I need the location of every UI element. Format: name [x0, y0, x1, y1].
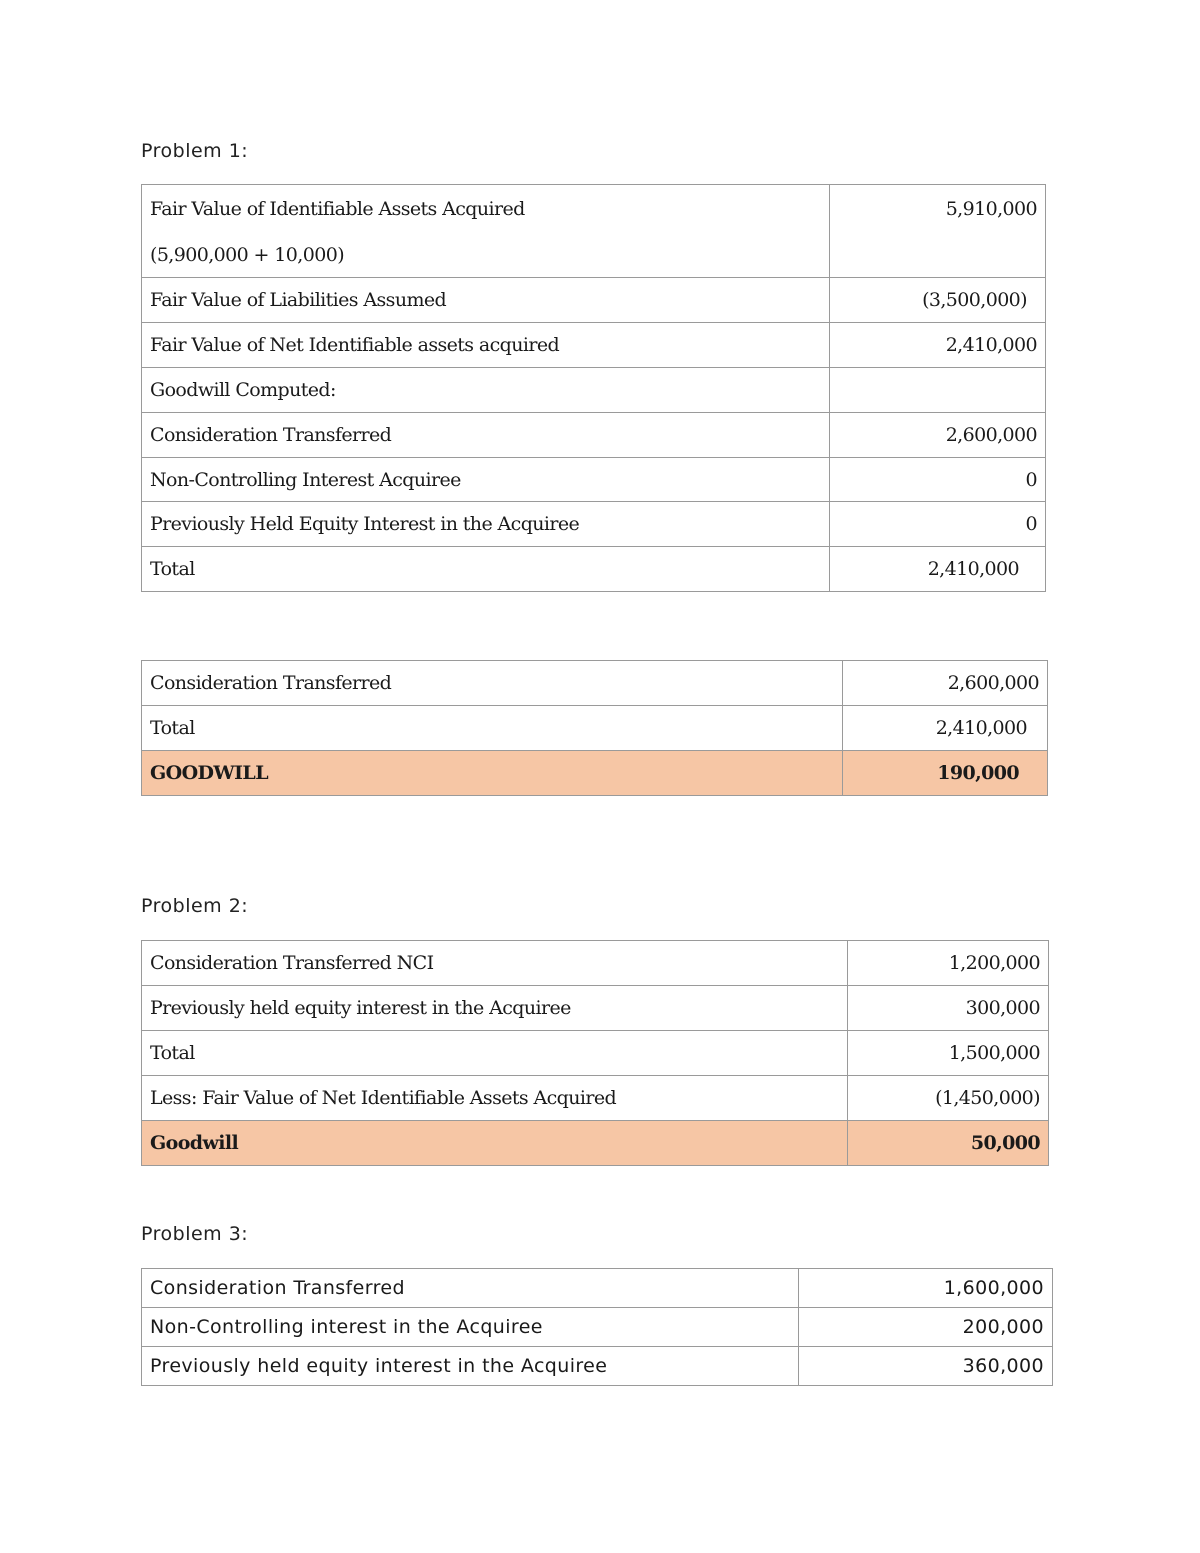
row-label: Total [142, 1031, 848, 1076]
problem-3-table [141, 1268, 1053, 1386]
row-label: Total [142, 706, 843, 751]
row-label: Previously held equity interest in the Acquiree [142, 986, 848, 1031]
table-row [142, 706, 1048, 751]
row-value: 300,000 [848, 986, 1049, 1031]
row-value: 2,410,000 [830, 547, 1046, 592]
goodwill-value: 50,000 [848, 1121, 1049, 1166]
row-label: Less: Fair Value of Net Identifiable Assets Acquired [142, 1076, 848, 1121]
row-value: 200,000 [799, 1308, 1053, 1347]
row-label: Consideration Transferred NCI [142, 941, 848, 986]
row-value: 0 [830, 458, 1046, 502]
table-row [142, 1031, 1049, 1076]
table-row [142, 941, 1049, 986]
goodwill-row [142, 751, 1048, 796]
row-label-line-2: (5,900,000 + 10,000) [150, 244, 345, 266]
row-value [830, 368, 1046, 413]
row-label: Goodwill Computed: [142, 368, 830, 413]
table-row [142, 661, 1048, 706]
table-row [142, 368, 1046, 413]
table-row [142, 986, 1049, 1031]
problem-1-heading: Problem 1: [141, 140, 249, 162]
problem-1-goodwill-computation-table [141, 184, 1046, 592]
goodwill-label: GOODWILL [142, 751, 843, 796]
table-row [142, 1076, 1049, 1121]
row-label: Non-Controlling interest in the Acquiree [142, 1308, 799, 1347]
row-value: (3,500,000) [830, 278, 1046, 323]
row-value: 0 [830, 502, 1046, 547]
problem-3-heading: Problem 3: [141, 1223, 249, 1245]
table-row [142, 278, 1046, 323]
goodwill-value: 190,000 [843, 751, 1048, 796]
table-row [142, 323, 1046, 368]
table-row [142, 413, 1046, 458]
table-row [142, 502, 1046, 547]
table-row [142, 1308, 1053, 1347]
row-label: Consideration Transferred [142, 1269, 799, 1308]
goodwill-row [142, 1121, 1049, 1166]
problem-2-heading: Problem 2: [141, 895, 249, 917]
row-value: 2,410,000 [830, 323, 1046, 368]
row-label: Total [142, 547, 830, 592]
row-label: Previously held equity interest in the Acquiree [142, 1347, 799, 1386]
row-value: 1,200,000 [848, 941, 1049, 986]
problem-2-goodwill-table [141, 940, 1049, 1166]
row-value: 2,410,000 [843, 706, 1048, 751]
row-value: 2,600,000 [843, 661, 1048, 706]
table-row [142, 458, 1046, 502]
row-label: Fair Value of Liabilities Assumed [142, 278, 830, 323]
table-row [142, 547, 1046, 592]
row-value: 1,600,000 [799, 1269, 1053, 1308]
row-value: 360,000 [799, 1347, 1053, 1386]
row-value: 1,500,000 [848, 1031, 1049, 1076]
row-label: Non-Controlling Interest Acquiree [142, 458, 830, 502]
table-row [142, 1269, 1053, 1308]
row-label: Consideration Transferred [142, 661, 843, 706]
row-label [142, 185, 830, 278]
table-row [142, 1347, 1053, 1386]
row-label: Previously Held Equity Interest in the Acquiree [142, 502, 830, 547]
goodwill-label: Goodwill [142, 1121, 848, 1166]
row-label-line-1: Fair Value of Identifiable Assets Acquired [150, 198, 525, 220]
row-label: Consideration Transferred [142, 413, 830, 458]
row-value: 2,600,000 [830, 413, 1046, 458]
problem-1-goodwill-summary-table [141, 660, 1048, 796]
row-value: 5,910,000 [830, 185, 1046, 278]
row-label: Fair Value of Net Identifiable assets acquired [142, 323, 830, 368]
row-value: (1,450,000) [848, 1076, 1049, 1121]
table-row [142, 185, 1046, 278]
